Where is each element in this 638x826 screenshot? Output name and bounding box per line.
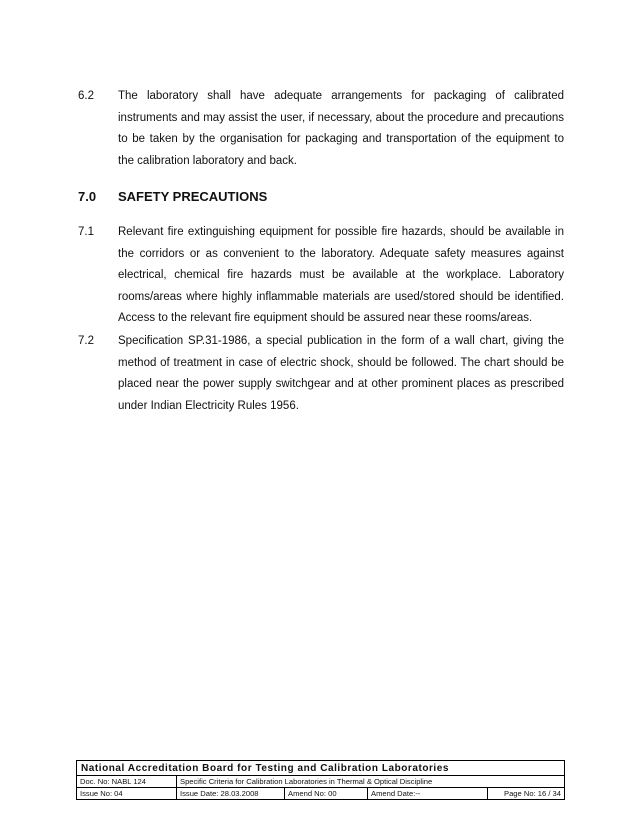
footer-amend-date: Amend Date:-- — [367, 788, 487, 799]
section-number: 7.2 — [78, 335, 94, 347]
footer-doc-no: Doc. No: NABL 124 — [80, 777, 146, 786]
section-number: 7.1 — [78, 226, 94, 238]
heading-number: 7.0 — [78, 189, 97, 204]
heading-title: SAFETY PRECAUTIONS — [118, 189, 268, 204]
footer-organization: National Accreditation Board for Testing and Calibration Laboratories — [77, 761, 564, 776]
footer-issue-date: Issue Date: 28.03.2008 — [176, 788, 284, 799]
footer-doc-title: Specific Criteria for Calibration Laboratories in Thermal & Optical Discipline — [176, 776, 564, 787]
footer-issue-no: Issue No: 04 — [80, 789, 123, 798]
section-7-2 — [78, 331, 564, 417]
footer-amend-no: Amend No: 00 — [284, 788, 367, 799]
section-heading-7-0 — [78, 187, 267, 207]
footer-row-issue — [77, 787, 564, 799]
section-7-1 — [78, 222, 564, 330]
document-footer — [76, 760, 565, 800]
section-text: Relevant fire extinguishing equipment for possible fire hazards, should be available in the corridors or as convenient to the laboratory. Adequate safety measures against electrical, chemical fire hazards must be available at the workplace. Laboratory rooms/areas where highly inflammable materials are used/stored should be identified. Access to the relevant fire equipment should be assured near these rooms/areas. — [118, 226, 564, 324]
section-6-2 — [78, 86, 564, 172]
footer-row-doc — [77, 776, 564, 787]
footer-page-no: Page No: 16 / 34 — [487, 788, 564, 799]
section-text: Specification SP.31-1986, a special publication in the form of a wall chart, giving the method of treatment in case of electric shock, should be followed. The chart should be placed near the power supply switchgear and at other prominent places as prescribed under Indian Electricity Rules 1956. — [118, 335, 564, 412]
section-number: 6.2 — [78, 90, 94, 102]
section-text: The laboratory shall have adequate arrangements for packaging of calibrated instruments and may assist the user, if necessary, about the procedure and precautions to be taken by the organisation for packaging and transportation of the equipment to the calibration laboratory and back. — [118, 90, 564, 167]
